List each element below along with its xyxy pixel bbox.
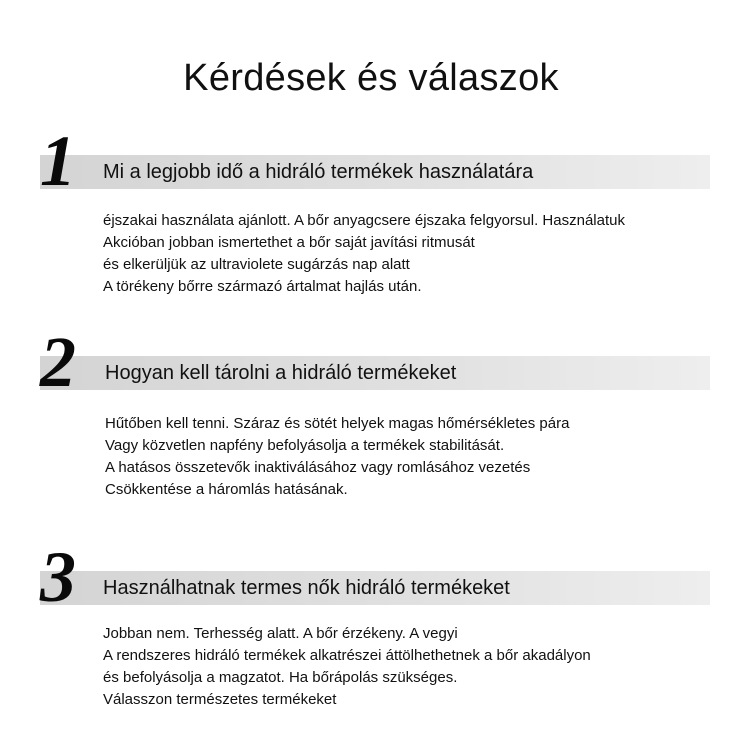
answer-text [103,210,625,298]
section-number: 1 [40,121,76,201]
answer-line: és befolyásolja a magzatot. Ha bőrápolás szükséges. [103,669,458,686]
answer-line: Válasszon természetes termékeket [103,691,337,708]
question-text: Mi a legjobb idő a hidráló termékek használatára [103,161,534,183]
answer-line: Vagy közvetlen napfény befolyásolja a termékek stabilitását. [105,437,505,454]
answer-line: Akcióban jobban ismertethet a bőr saját javítási ritmusát [103,234,475,251]
question-text: Hogyan kell tárolni a hidráló termékeket [105,362,457,384]
answer-text [103,623,591,711]
answer-line: A törékeny bőrre származó ártalmat hajlás után. [103,278,422,295]
answer-line: Hűtőben kell tenni. Száraz és sötét helyek magas hőmérsékletes pára [105,415,570,432]
answer-line: A hatásos összetevők inaktiválásához vagy romlásához vezetés [105,459,531,476]
section-number: 2 [40,322,76,402]
answer-line: Jobban nem. Terhesség alatt. A bőr érzékeny. A vegyi [103,625,458,642]
answer-line: éjszakai használata ajánlott. A bőr anyagcsere éjszaka felgyorsul. Használatuk [103,212,625,229]
section-number: 3 [40,537,76,617]
answer-line: Csökkentése a háromlás hatásának. [105,481,348,498]
answer-line: és elkerüljük az ultraviolete sugárzás nap alatt [103,256,410,273]
answer-line: A rendszeres hidráló termékek alkatrészei áttölhethetnek a bőr akadályon [103,647,591,664]
page-title: Kérdések és válaszok [183,57,559,99]
question-text: Használhatnak termes nők hidráló termékeket [103,577,510,599]
answer-text [105,413,569,501]
